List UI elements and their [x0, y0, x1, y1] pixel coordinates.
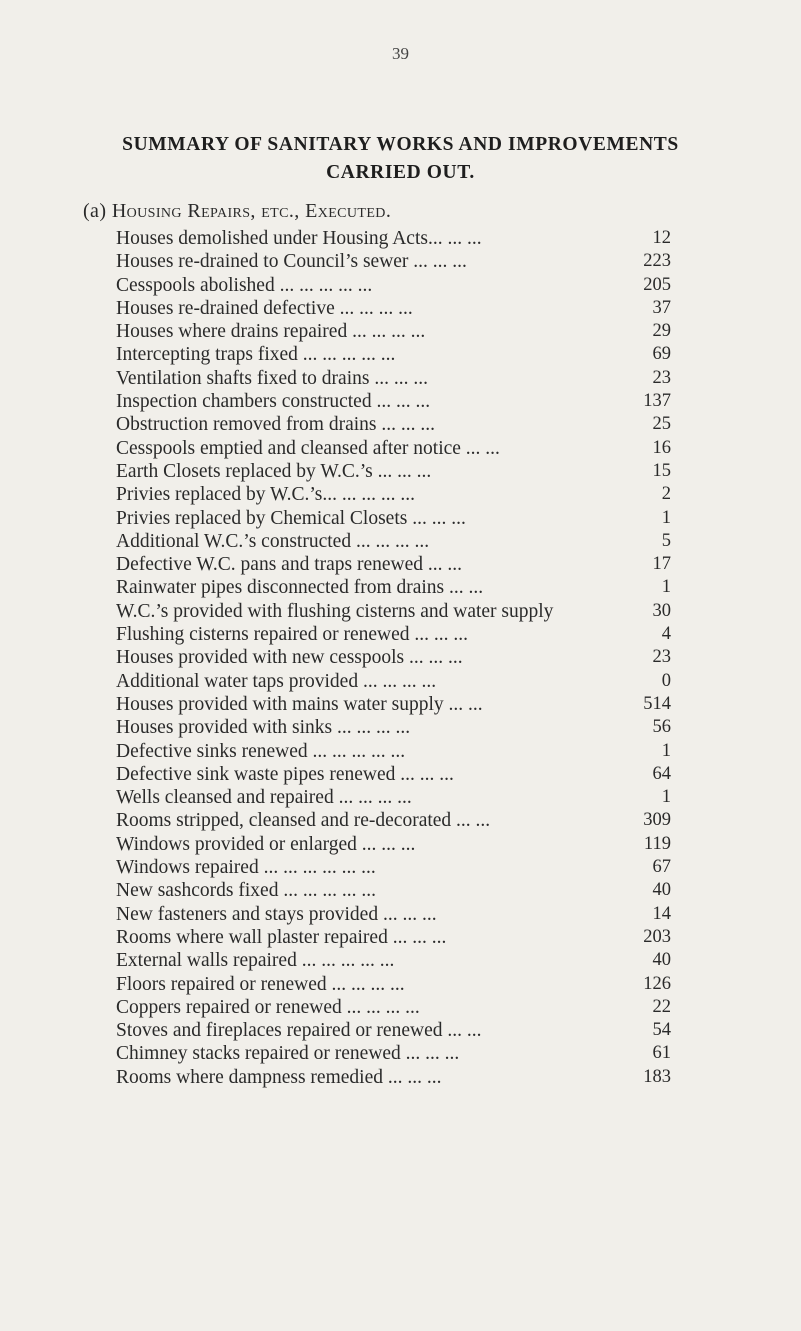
item-value: 183: [643, 1066, 671, 1087]
list-item: [116, 879, 671, 902]
item-value: 309: [643, 810, 671, 831]
item-value: 14: [652, 903, 671, 924]
item-label: Houses demolished under Housing Acts... ... ...: [116, 228, 482, 249]
item-value: 205: [643, 274, 671, 295]
item-value: 56: [652, 717, 671, 738]
list-item: [116, 1042, 671, 1065]
section-heading: [83, 200, 391, 223]
list-item: [116, 227, 671, 250]
item-value: 0: [661, 670, 671, 691]
item-label: Defective sinks renewed ... ... ... ... ...: [116, 740, 406, 762]
item-label: Cesspools abolished ... ... ... ... ...: [116, 274, 373, 296]
list-item: [116, 903, 671, 926]
item-label: Windows repaired ... ... ... ... ... ...: [116, 857, 376, 879]
list-item: [116, 670, 671, 693]
item-value: 514: [643, 693, 671, 714]
list-item: [116, 343, 671, 366]
item-value: 40: [652, 950, 671, 971]
list-item: [116, 646, 671, 669]
item-value: 40: [652, 880, 671, 901]
item-label: Coppers repaired or renewed ... ... ... ...: [116, 996, 420, 1018]
item-label: Privies replaced by Chemical Closets ... ... ...: [116, 507, 466, 529]
item-value: 64: [652, 763, 671, 784]
list-item: [116, 763, 671, 786]
list-item: [116, 1019, 671, 1042]
title-line-2: CARRIED OUT.: [326, 162, 475, 183]
list-item: [116, 716, 671, 739]
item-value: 203: [643, 926, 671, 947]
item-label: Houses re-drained to Council’s sewer ... ... ...: [116, 251, 467, 273]
item-value: 15: [652, 460, 671, 481]
item-value: 16: [652, 437, 671, 458]
list-item: [116, 367, 671, 390]
list-item: [116, 576, 671, 599]
item-label: External walls repaired ... ... ... ... ...: [116, 950, 395, 972]
item-label: Stoves and fireplaces repaired or renewed ... ...: [116, 1020, 482, 1042]
list-item: [116, 693, 671, 716]
item-label: Rooms where wall plaster repaired ... ... ...: [116, 926, 447, 948]
item-value: 54: [652, 1020, 671, 1041]
page-number: 39: [392, 44, 409, 63]
list-item: [116, 274, 671, 297]
item-label: Houses provided with mains water supply ... ...: [116, 693, 483, 715]
item-value: 25: [652, 414, 671, 435]
item-label: Additional water taps provided ... ... ... ...: [116, 670, 437, 692]
item-label: Houses provided with new cesspools ... ... ...: [116, 647, 463, 669]
item-label: Inspection chambers constructed ... ... ...: [116, 391, 431, 413]
list-item: [116, 1066, 671, 1089]
list-item: [116, 856, 671, 879]
item-value: 1: [661, 740, 671, 761]
list-item: [116, 530, 671, 553]
title-line-1: SUMMARY OF SANITARY WORKS AND IMPROVEMENTS: [122, 134, 679, 155]
item-label: Intercepting traps fixed ... ... ... ... ...: [116, 344, 396, 366]
list-item: [116, 437, 671, 460]
item-label: New fasteners and stays provided ... ... ...: [116, 903, 437, 925]
item-value: 12: [652, 228, 671, 248]
item-label: W.C.’s provided with flushing cisterns and water supply: [116, 600, 554, 622]
list-item: [116, 926, 671, 949]
item-value: 23: [652, 647, 671, 668]
page-title: [0, 131, 801, 187]
item-label: Floors repaired or renewed ... ... ... ...: [116, 973, 405, 995]
item-label: Rooms where dampness remedied ... ... ...: [116, 1066, 442, 1088]
works-list: [116, 227, 671, 1089]
item-value: 23: [652, 367, 671, 388]
item-value: 2: [661, 484, 671, 505]
item-label: Additional W.C.’s constructed ... ... ... ...: [116, 530, 430, 552]
item-label: Houses provided with sinks ... ... ... ...: [116, 717, 411, 739]
item-label: Ventilation shafts fixed to drains ... ... ...: [116, 367, 428, 389]
list-item: [116, 250, 671, 273]
list-item: [116, 786, 671, 809]
list-item: [116, 949, 671, 972]
item-value: 30: [652, 600, 671, 621]
section-heading-text: Housing Repairs, etc., Executed.: [111, 200, 392, 222]
list-item: [116, 390, 671, 413]
list-item: [116, 297, 671, 320]
item-value: 119: [643, 833, 671, 854]
item-value: 61: [652, 1043, 671, 1064]
item-label: Rainwater pipes disconnected from drains ... ...: [116, 577, 484, 599]
item-label: Defective W.C. pans and traps renewed ... ...: [116, 554, 463, 576]
item-value: 1: [661, 577, 671, 598]
item-label: Defective sink waste pipes renewed ... ... ...: [116, 763, 454, 785]
item-value: 22: [652, 996, 671, 1017]
item-label: Flushing cisterns repaired or renewed ... ... ...: [116, 624, 468, 646]
item-label: Earth Closets replaced by W.C.’s ... ... ...: [116, 460, 432, 482]
item-value: 1: [661, 787, 671, 808]
item-value: 17: [652, 554, 671, 575]
item-value: 29: [652, 321, 671, 342]
item-value: 4: [661, 624, 671, 645]
list-item: [116, 460, 671, 483]
list-item: [116, 600, 671, 623]
item-label: Houses re-drained defective ... ... ... ...: [116, 297, 413, 319]
item-label: Houses where drains repaired ... ... ... ...: [116, 321, 426, 343]
item-label: Rooms stripped, cleansed and re-decorated ... ...: [116, 810, 491, 832]
item-value: 5: [661, 530, 671, 551]
item-label: Wells cleansed and repaired ... ... ... ...: [116, 787, 412, 809]
list-item: [116, 973, 671, 996]
item-value: 1: [661, 507, 671, 528]
item-label: Chimney stacks repaired or renewed ... ... ...: [116, 1043, 460, 1065]
list-item: [116, 553, 671, 576]
list-item: [116, 809, 671, 832]
item-label: Obstruction removed from drains ... ... ...: [116, 414, 435, 436]
list-item: [116, 833, 671, 856]
item-value: 37: [652, 297, 671, 318]
list-item: [116, 413, 671, 436]
item-value: 223: [643, 251, 671, 272]
list-item: [116, 996, 671, 1019]
item-label: New sashcords fixed ... ... ... ... ...: [116, 880, 376, 902]
list-item: [116, 483, 671, 506]
list-item: [116, 507, 671, 530]
section-marker: (a): [83, 200, 107, 222]
item-value: 69: [652, 344, 671, 365]
item-value: 126: [643, 973, 671, 994]
list-item: [116, 623, 671, 646]
item-value: 67: [652, 857, 671, 878]
list-item: [116, 740, 671, 763]
item-label: Windows provided or enlarged ... ... ...: [116, 833, 416, 855]
item-label: Privies replaced by W.C.’s... ... ... ... ...: [116, 484, 415, 506]
item-label: Cesspools emptied and cleansed after notice ... ...: [116, 437, 500, 459]
item-value: 137: [643, 391, 671, 412]
list-item: [116, 320, 671, 343]
